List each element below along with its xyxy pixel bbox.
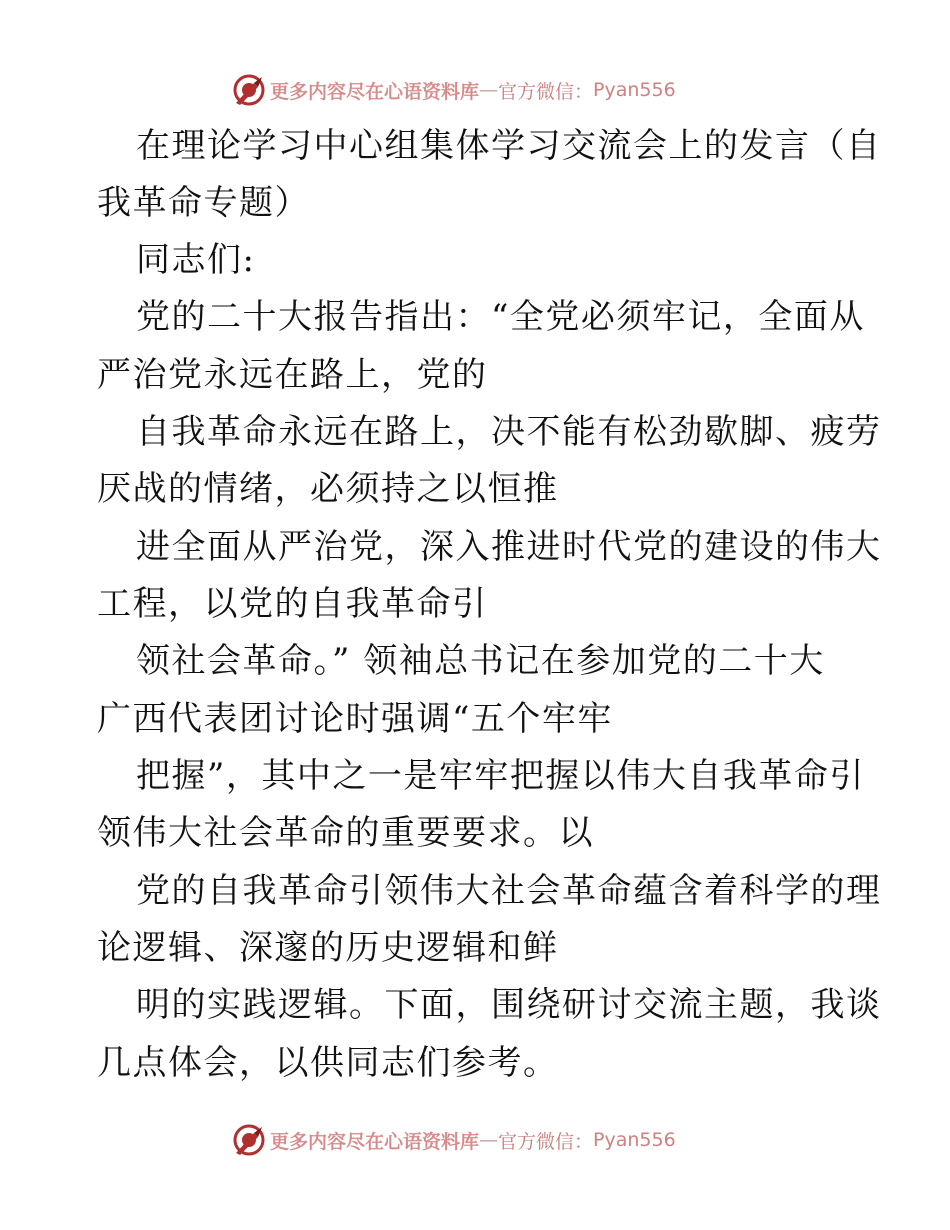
header-dash: —	[479, 79, 499, 101]
footer-site-text: 更多内容尽在心语资料库	[270, 1130, 480, 1153]
paragraph-line: 党的二十大报告指出：“全党必须牢记，全面从	[136, 297, 865, 337]
pen-logo-icon	[232, 73, 266, 107]
paragraph-line: 厌战的情绪，必须持之以恒推	[97, 469, 559, 509]
paragraph-line: 党的自我革命引领伟大社会革命蕴含着科学的理	[136, 871, 882, 911]
paragraph-line: 自我革命永远在路上，决不能有松劲歇脚、疲劳	[136, 412, 882, 452]
header-site-text: 更多内容尽在心语资料库	[270, 80, 480, 103]
header-banner	[0, 70, 950, 110]
paragraph-line: 进全面从严治党，深入推进时代党的建设的伟大	[136, 527, 882, 567]
paragraph-line: 论逻辑、深邃的历史逻辑和鲜	[97, 928, 559, 968]
paragraph-line: 严治党永远在路上，党的	[97, 355, 488, 395]
footer-dash: —	[479, 1129, 499, 1151]
document-title-line-1: 在理论学习中心组集体学习交流会上的发言（自	[136, 126, 882, 166]
paragraph-line: 广西代表团讨论时强调“五个牢牢	[97, 699, 613, 739]
paragraph-line: 领伟大社会革命的重要要求。以	[97, 813, 594, 853]
pen-logo-icon	[232, 1123, 266, 1157]
paragraph-line: 工程，以党的自我革命引	[97, 584, 488, 624]
paragraph-line: 把握”，其中之一是牢牢把握以伟大自我革命引	[136, 756, 865, 796]
footer-contact-label: 官方微信：	[498, 1130, 594, 1153]
paragraph-line: 领社会革命。” 领袖总书记在参加党的二十大	[136, 641, 825, 681]
header-contact-label: 官方微信：	[498, 80, 594, 103]
paragraph-line: 几点体会，以供同志们参考。	[97, 1043, 559, 1083]
header-banner-row	[232, 70, 676, 110]
footer-banner	[0, 1120, 950, 1160]
footer-banner-row	[232, 1120, 676, 1160]
document-title-line-2: 我革命专题）	[97, 183, 310, 223]
paragraph-line: 明的实践逻辑。下面，围绕研讨交流主题，我谈	[136, 985, 882, 1025]
footer-contact-id: Pyan556	[593, 1129, 676, 1151]
salutation: 同志们:	[136, 240, 256, 280]
header-contact-id: Pyan556	[593, 79, 676, 101]
